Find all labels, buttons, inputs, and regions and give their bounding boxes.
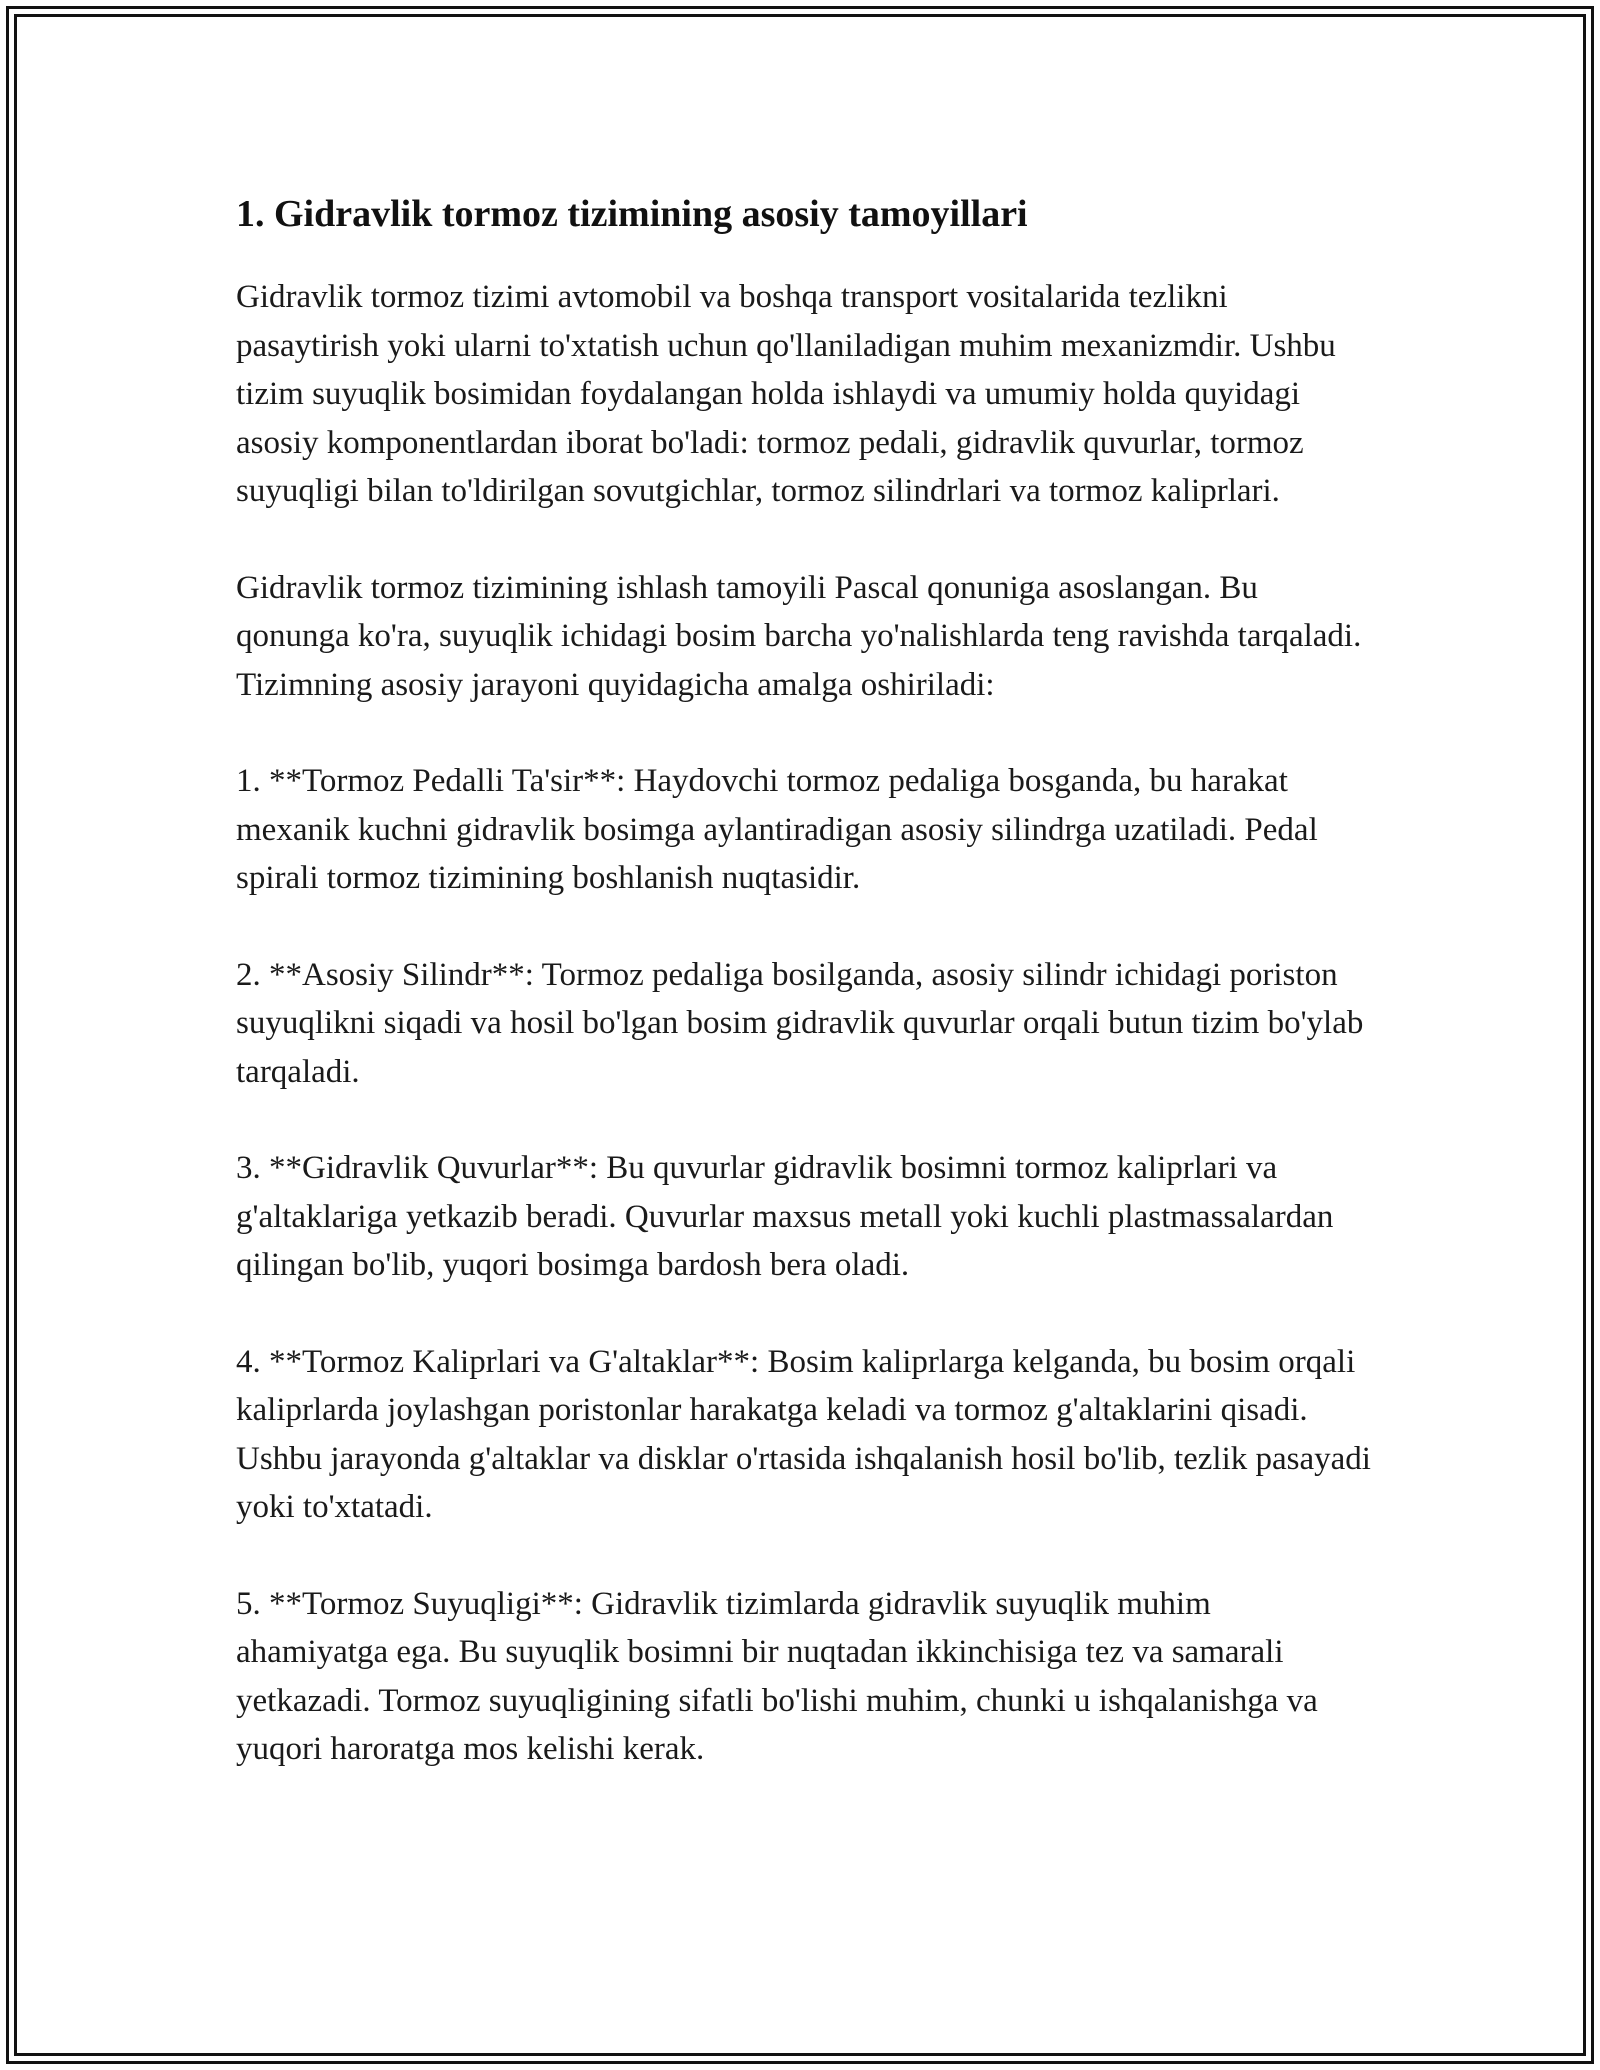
intro-paragraph: Gidravlik tormoz tizimi avtomobil va boshqa transport vositalarida tezlikni pasaytirish yoki ularni to'xtatish uchun qo'llaniladigan muhim mexanizmdir. Ushbu tizim suyuqlik bosimidan foydalangan holda ishlaydi va umumiy holda quyidagi asosiy komponentlardan iborat bo'ladi: tormoz pedali, gidravlik quvurlar, tormoz suyuqligi bilan to'ldirilgan sovutgichlar, tormoz silindrlari va tormoz kaliprlari. xyxy=(236,279,1336,509)
list-item-calipers-pads: 4. **Tormoz Kaliprlari va G'altaklar**: Bosim kaliprlarga kelganda, bu bosim orqali kaliprlarda joylashgan poristonlar harakatga keladi va tormoz g'altaklarini qisadi. Ushbu jarayonda g'altaklar va disklar o'rtasida ishqalanish hosil bo'lib, tezlik pasayadi yoki to'xtatadi. xyxy=(236,1343,1371,1525)
list-item-master-cylinder: 2. **Asosiy Silindr**: Tormoz pedaliga bosilganda, asosiy silindr ichidagi poriston suyuqlikni siqadi va hosil bo'lgan bosim gidravlik quvurlar orqali butun tizim bo'ylab tarqaladi. xyxy=(236,956,1364,1090)
list-item-brake-fluid: 5. **Tormoz Suyuqligi**: Gidravlik tizimlarda gidravlik suyuqlik muhim ahamiyatga ega. Bu suyuqlik bosimni bir nuqtadan ikkinchisiga tez va samarali yetkazadi. Tormoz suyuqligining sifatli bo'lishi muhim, chunki u ishqalanishga va yuqori haroratga mos kelishi kerak. xyxy=(236,1585,1318,1767)
list-item-hydraulic-lines: 3. **Gidravlik Quvurlar**: Bu quvurlar gidravlik bosimni tormoz kaliprlari va g'altaklariga yetkazib beradi. Quvurlar maxsus metall yoki kuchli plastmassalardan qilingan bo'lib, yuqori bosimga bardosh bera oladi. xyxy=(236,1150,1334,1283)
section-title: 1. Gidravlik tormoz tizimining asosiy tamoyillari xyxy=(236,193,1028,235)
list-item-brake-pedal: 1. **Tormoz Pedalli Ta'sir**: Haydovchi tormoz pedaliga bosganda, bu harakat mexanik kuchni gidravlik bosimga aylantiradigan asosiy silindrga uzatiladi. Pedal spirali tormoz tizimining boshlanish nuqtasidir. xyxy=(236,763,1318,896)
document-body xyxy=(236,190,1371,1822)
principle-paragraph: Gidravlik tormoz tizimining ishlash tamoyili Pascal qonuniga asoslangan. Bu qonunga ko'ra, suyuqlik ichidagi bosim barcha yo'nalishlarda teng ravishda tarqaladi. Tizimning asosiy jarayoni quyidagicha amalga oshiriladi: xyxy=(236,569,1362,703)
